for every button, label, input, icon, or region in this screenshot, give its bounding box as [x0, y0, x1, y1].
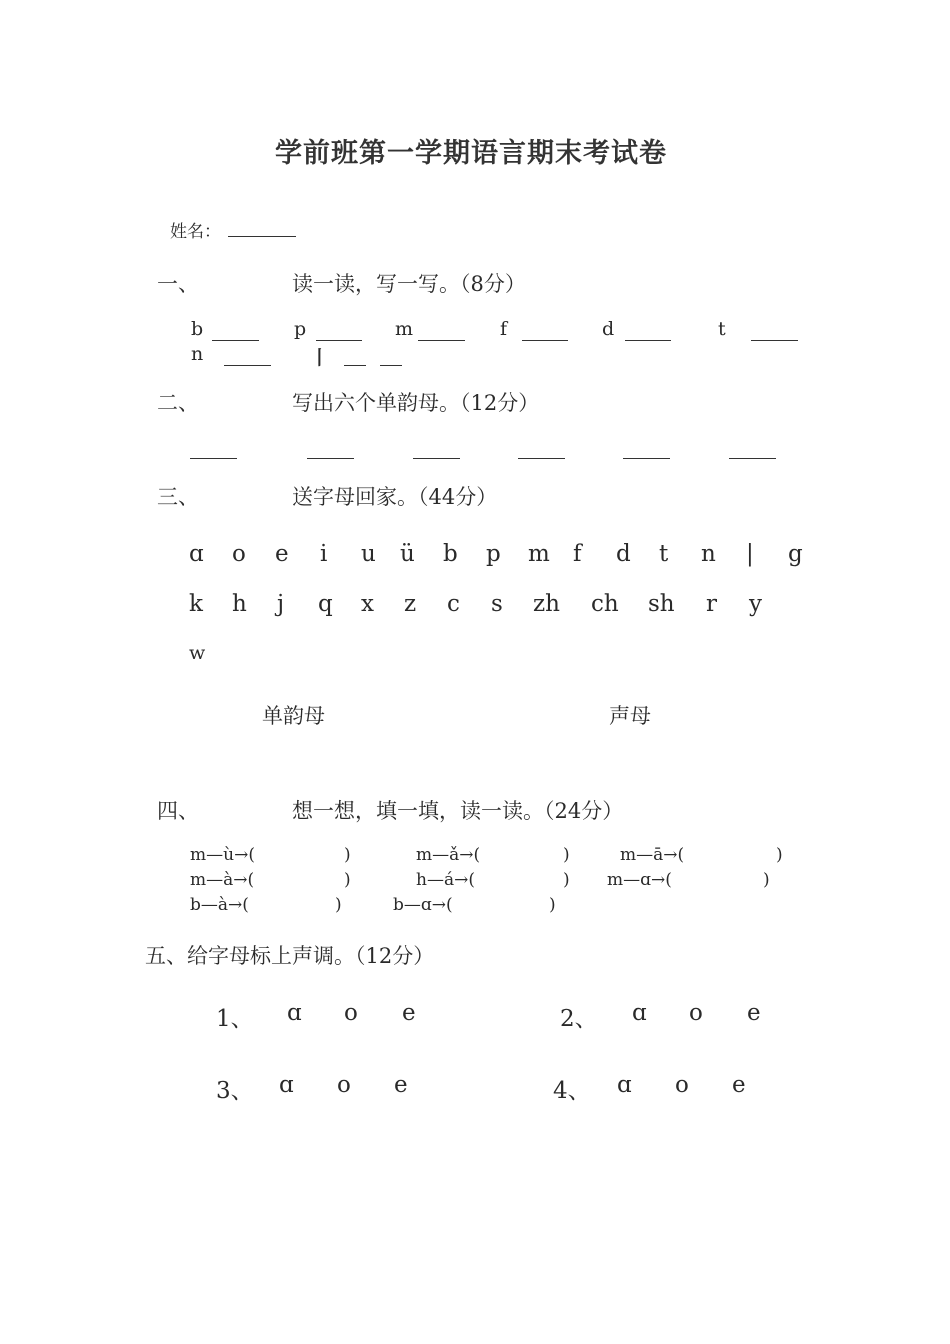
s5-group-3: [0, 1072, 470, 1104]
s3-letter: j: [277, 591, 285, 617]
s3-letter: m: [528, 541, 550, 567]
section-4-title: 想一想，填一填，读一读。（24分）: [292, 799, 624, 823]
s3-row1: [0, 541, 950, 573]
s3-letter: ɑ: [189, 541, 204, 567]
s2-blank[interactable]: [729, 458, 776, 459]
s1-blank[interactable]: [224, 365, 271, 366]
s5-letter: e: [402, 1000, 416, 1026]
s1-blank[interactable]: [522, 340, 568, 341]
section-2-title: 写出六个单韵母。（12分）: [292, 391, 540, 415]
s4-close: ): [763, 870, 770, 890]
s1-letter: b: [191, 318, 204, 340]
s4-close: ): [563, 870, 570, 890]
s1-row2: [0, 343, 950, 369]
home-single-finals: 单韵母: [262, 704, 325, 728]
s5-letter: ɑ: [279, 1072, 294, 1098]
s2-blank[interactable]: [413, 458, 460, 459]
s4-item: h—á→(: [416, 870, 475, 890]
s2-blank[interactable]: [518, 458, 565, 459]
s5-number: 4、: [553, 1078, 591, 1104]
s1-letter: d: [602, 318, 615, 340]
s5-number: 2、: [560, 1006, 598, 1032]
s3-letter: z: [404, 591, 417, 617]
section-1-title: 读一读，写一写。（8分）: [292, 272, 526, 296]
s3-letter: i: [320, 541, 328, 567]
s5-group-2: [470, 1000, 950, 1032]
s1-blank[interactable]: [625, 340, 671, 341]
s3-letter: q: [318, 591, 333, 617]
s2-blank[interactable]: [623, 458, 670, 459]
name-label: 姓名：: [170, 222, 221, 242]
s5-group-1: [0, 1000, 470, 1032]
s3-letter: n: [701, 541, 716, 567]
s1-blank[interactable]: [344, 365, 366, 366]
s3-row3: [0, 642, 950, 674]
s3-letter: e: [275, 541, 289, 567]
s3-letter: x: [361, 591, 374, 617]
s5-number: 1、: [216, 1006, 254, 1032]
section-3-title: 送字母回家。（44分）: [292, 485, 498, 509]
s5-letter: o: [675, 1072, 689, 1098]
name-blank[interactable]: [228, 236, 296, 237]
s5-letter: o: [689, 1000, 703, 1026]
s4-item: b—à→(: [190, 895, 249, 915]
s4-line3: [0, 895, 950, 919]
s5-letter: ɑ: [617, 1072, 632, 1098]
s4-item: m—ā→(: [620, 845, 685, 865]
s1-letter: t: [718, 318, 726, 340]
s5-letter: e: [394, 1072, 408, 1098]
s4-close: ): [549, 895, 556, 915]
s4-close: ): [344, 870, 351, 890]
s3-letter: |: [746, 541, 754, 567]
s1-blank[interactable]: [418, 340, 465, 341]
s1-letter: f: [500, 318, 508, 340]
s3-letter: t: [659, 541, 669, 567]
s1-letter: m: [395, 318, 414, 340]
s5-letter: o: [337, 1072, 351, 1098]
home-initials: 声母: [609, 704, 651, 728]
s1-letter: n: [191, 343, 204, 365]
s1-blank[interactable]: [316, 340, 362, 341]
s5-group-4: [470, 1072, 950, 1104]
s3-letter: h: [232, 591, 247, 617]
s3-letter: sh: [648, 591, 675, 617]
s3-letter: ch: [591, 591, 619, 617]
s4-line2: [0, 870, 950, 894]
s1-letter: 丨: [310, 347, 330, 369]
section-2-number: 二、: [157, 391, 199, 415]
s2-blank[interactable]: [307, 458, 354, 459]
s5-letter: e: [747, 1000, 761, 1026]
s4-item: m—ù→(: [190, 845, 255, 865]
s3-letter: s: [491, 591, 503, 617]
s1-blank[interactable]: [751, 340, 798, 341]
s1-blank[interactable]: [212, 340, 259, 341]
s4-item: m—ǎ→(: [416, 845, 481, 865]
s3-row2: [0, 591, 950, 623]
s3-letter: b: [443, 541, 458, 567]
s1-blank[interactable]: [380, 365, 402, 366]
s4-close: ): [563, 845, 570, 865]
s3-letter: w: [189, 642, 206, 664]
s1-letter: p: [294, 318, 307, 340]
s3-letter: r: [706, 591, 717, 617]
s3-letter: zh: [533, 591, 560, 617]
s3-letter: p: [486, 541, 501, 567]
s3-letter: f: [573, 541, 582, 567]
s3-letter: o: [232, 541, 246, 567]
s4-close: ): [344, 845, 351, 865]
s4-item: b—ɑ→(: [393, 895, 453, 915]
s4-close: ): [335, 895, 342, 915]
s4-item: m—à→(: [190, 870, 255, 890]
section-3-number: 三、: [157, 485, 199, 509]
s5-letter: ɑ: [287, 1000, 302, 1026]
s3-letter: ü: [400, 541, 415, 567]
s5-letter: ɑ: [632, 1000, 647, 1026]
s3-letter: c: [447, 591, 460, 617]
s4-item: m—ɑ→(: [607, 870, 672, 890]
s3-letter: g: [788, 541, 803, 567]
page-title: 学前班第一学期语言期末考试卷: [275, 138, 667, 169]
s5-letter: e: [732, 1072, 746, 1098]
s5-number: 3、: [216, 1078, 254, 1104]
s4-line1: [0, 845, 950, 869]
section-5-title: 五、给字母标上声调。（12分）: [145, 944, 435, 968]
s3-letter: y: [749, 591, 762, 617]
s5-letter: o: [344, 1000, 358, 1026]
section-1-number: 一、: [157, 272, 199, 296]
section-4-number: 四、: [157, 799, 199, 823]
s2-blank[interactable]: [190, 458, 237, 459]
s4-close: ): [776, 845, 783, 865]
s3-letter: d: [616, 541, 631, 567]
s3-letter: k: [189, 591, 203, 617]
s3-letter: u: [361, 541, 376, 567]
s1-row1: [0, 318, 950, 344]
